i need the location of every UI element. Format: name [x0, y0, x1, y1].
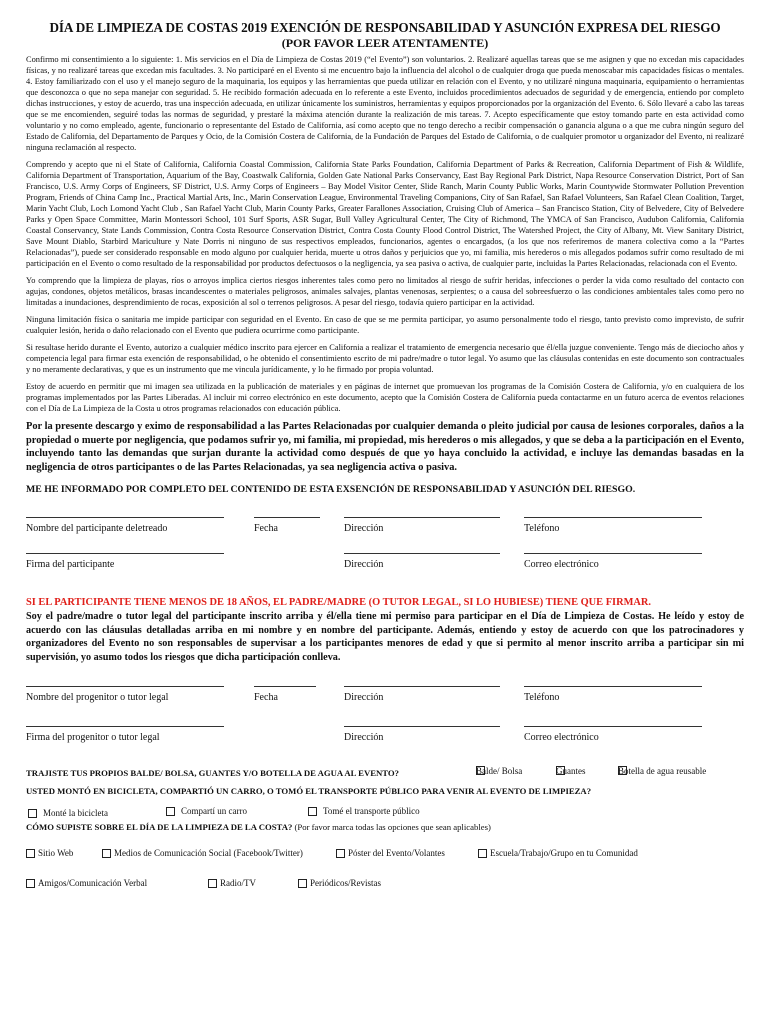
bring-gloves-label: Guantes	[556, 766, 586, 777]
source-poster-checkbox[interactable]	[336, 849, 345, 858]
guardian-signature-field[interactable]	[26, 726, 224, 727]
source-radio-checkbox[interactable]	[208, 879, 217, 888]
transport-bike-checkbox[interactable]	[28, 809, 37, 818]
participant-name-label: Nombre del participante deletreado	[26, 523, 168, 535]
participant-address2-label: Dirección	[344, 559, 384, 571]
source-options-row-2	[26, 878, 744, 892]
risks-paragraph: Yo comprendo que la limpieza de playas, ríos o arroyos implica ciertos riesgos inherentes tales como pero no limitados al riesgo de sufrir heridas, infecciones o perder la vida como resultado del contacto con agujas, condones, objetos metálicos, brasas incandescentes o materiales peligrosos, animales salvajes, plantas venenosas, serpientes; o a causa del sobreesfuerzo o las condiciones ambientales tales como pero no limitadas a inundaciones, desprendimiento de rocas, exposición al sol o terrenos peligrosos. A pesar del riesgo, todavía quiero participar en la actividad.	[26, 276, 744, 308]
transport-question-row	[26, 786, 744, 800]
related-parties-paragraph: Comprendo y acepto que ni el State of California, California Coastal Commission, California State Parks Foundation, California Department of Parks & Recreation, California Department of Fish & Wildlife, California Department of Transportation, Aquarium of the Bay, Coastwalk California, Golden Gate National Parks Conservancy, East Bay Regional Park District, Napa Resource Conservation District, Port of San Francisco, U.S. Army Corps of Engineers, SF District, U.S. Army Corps of Engineers – Bay Model Visitor Center, Slide Ranch, Marin County Public Works, Marin Countywide Stormwater Pollution Prevention Program, Friends of China Camp Inc., Practical Martial Arts, Inc., Marin Conservation League, Environmental Traveling Companions, City of San Rafael, San Rafael Volunteers, San Rafael Clean Coalition, Target, Marin Yacht Club, Loch Lomond Yacht Club , San Rafael Yacht Club, Marin County Parks, Greater Farallones Association, Cruising Club of America – San Francisco Station, City of Belvedere, City of Belvedere Parks y Open Space Committee, Marin Montessori School, 101 Surf Sports, ASR Sugar, Bull Valley Agricultural Center, The City of Richmond, The YMCA of San Francisco, Audubon California, California Coastal Conservancy, State Lands Commission, Contra Costa Resource Conservation District, Contra Costa County Flood Control District, The Watershed Project, the City of Albany, Mt. View Sanitary District, Save Mount Diablo, Starbird Mariculture y Nate Dorris ni ninguno de sus respectivos empleados, funcionarios, agentes o encargados, (a los que nos referiremos de manera colectiva como a la “Partes Relacionadas”), puede ser considerado responsable en modo alguno por cualquier herida, muerte u otros daños y perjuicios que yo, mi familia, mis herederos o mis allegados podamos sufrir como resultado de mi participación en el Evento o como resultado de la responsabilidad por productos defectuosos o la negligencia, ya sea pasiva o activa, de cualquier parte, incluidas la Partes Relacionadas, relacionada con el Evento.	[26, 160, 744, 269]
guardian-email-label: Correo electrónico	[524, 732, 599, 744]
participant-name-field[interactable]	[26, 517, 224, 518]
guardian-address2-field[interactable]	[344, 726, 500, 727]
transport-options	[26, 808, 744, 822]
transport-carpool-option[interactable]	[166, 806, 247, 816]
guardian-address2-label: Dirección	[344, 732, 384, 744]
source-radio-label: Radio/TV	[220, 878, 256, 889]
source-social-checkbox[interactable]	[102, 849, 111, 858]
source-newspaper-option[interactable]	[298, 878, 381, 888]
source-question-hint: (Por favor marca todas las opciones que sean aplicables)	[294, 822, 491, 833]
participant-signature-label: Firma del participante	[26, 559, 115, 571]
source-options-row-1	[26, 848, 744, 862]
source-school-option[interactable]	[478, 848, 638, 858]
bring-supplies-question-row	[26, 768, 744, 782]
source-question-text: CÓMO SUPISTE SOBRE EL DÍA DE LA LIMPIEZA DE LA COSTA?	[26, 822, 293, 833]
participant-row-2	[26, 553, 744, 585]
guardian-name-label: Nombre del progenitor o tutor legal	[26, 692, 169, 704]
transport-carpool-checkbox[interactable]	[166, 807, 175, 816]
source-radio-option[interactable]	[208, 878, 256, 888]
participant-email-field[interactable]	[524, 553, 702, 554]
participant-signature-field[interactable]	[26, 553, 224, 554]
participant-address-field[interactable]	[344, 517, 500, 518]
participant-address2-field[interactable]	[344, 553, 500, 554]
image-release-paragraph: Estoy de acuerdo en permitir que mi imagen sea utilizada en la publicación de materiales y en páginas de internet que promuevan los programas de la Comisión Costera de California, y/o en cualquiera de los programas implementados por las Partes Liberadas. Al incluir mi correo electrónico en este documento, acepto que la Comisión Costera de California pueda contactarme en un futuro acerca de eventos relaciones con el Día de La Limpieza de la Costa u otros programas relacionados con educación pública.	[26, 382, 744, 414]
release-paragraph: Por la presente descargo y eximo de responsabilidad a las Partes Relacionadas por cualquier demanda o pleito judicial por causa de lesiones corporales, daños a la propiedad o muerte por negligencia, que podamos sufrir yo, mi familia, mi propiedad, mis herederos o mis allegados, y que se deba a la participación en el Evento, incluyendo tanto las demandas que surjan durante la actividad como después de que yo haya concluido la actividad, e incluye las demandas basadas en la negligencia de otros participantes o de las Partes Relacionadas, ya sea negligencia activa o pasiva.	[26, 421, 744, 473]
participant-phone-field[interactable]	[524, 517, 702, 518]
bring-bottle-label: Botella de agua reusable	[618, 766, 707, 777]
source-newspaper-checkbox[interactable]	[298, 879, 307, 888]
transport-public-label: Tomé el transporte público	[323, 806, 420, 817]
participant-date-field[interactable]	[254, 517, 320, 518]
participant-phone-label: Teléfono	[524, 523, 560, 535]
source-website-label: Sitio Web	[38, 848, 74, 859]
transport-public-option[interactable]	[308, 806, 420, 816]
source-question	[26, 822, 491, 832]
guardian-address-label: Dirección	[344, 692, 384, 704]
source-social-label: Medios de Comunicación Social (Facebook/Twitter)	[114, 848, 303, 859]
source-social-option[interactable]	[102, 848, 303, 858]
consent-paragraph: Confirmo mi consentimiento a lo siguiente: 1. Mis servicios en el Día de Limpieza de Costas 2019 (“el Evento”) son voluntarios. 2. Realizaré aquellas tareas que se me asignen y que no excedan mis capacidades físicas, y no realizaré tareas que excedan mis facultades. 3. No participaré en el Evento si me encuentro bajo la influencia del alcohol o de cualquier droga que pueda menoscabar mis capacidades físicas o mentales. 4. Estoy familiarizado con el uso y el manejo seguro de la maquinaria, los equipos y las herramientas que pueda utilizar en relación con el Evento, y no utilizaré ninguna maquinaria, equipamiento o herramientas que desconozca o que no sepa manejar con seguridad. 5. He recibido formación adecuada en lo referente a este Evento, incluidos procedimientos adecuados de seguridad y de emergencia, entiendo por completo dichas instrucciones, y estoy de acuerdo, tras una inspección adecuada, en utilizar únicamente los suministros, herramientas y equipos proporcionados por la organización del Evento. 6. Sólo llevaré a cabo las tareas que se me encomienden, seguiré todas las normas de seguridad, y prestaré la máxima atención durante la realización de mis tareas. 7. Acepto específicamente que estoy tomando parte en esta actividad como voluntario y no como empleado, agente, funcionario o representante del Estado de California, así como acepto que no tengo derecho a recibir compensación o ganancia alguna o a que me cubra ningún seguro del Estado de California, del Departamento de Parques y Ocio, de la Comisión Costera de California, de la Fundación de Parques del Estado de California, o de cualquier promotor u organizador del Evento, ni realizaré ninguna reclamación al respecto.	[26, 55, 744, 153]
guardian-date-field[interactable]	[254, 686, 316, 687]
source-newspaper-label: Periódicos/Revistas	[310, 878, 381, 889]
guardian-phone-label: Teléfono	[524, 692, 560, 704]
bring-bucket-label: Balde/ Bolsa	[476, 766, 523, 777]
source-school-label: Escuela/Trabajo/Grupo en tu Comunidad	[490, 848, 638, 859]
participant-date-label: Fecha	[254, 523, 278, 535]
source-question-row	[26, 822, 744, 836]
source-poster-label: Póster del Evento/Volantes	[348, 848, 445, 859]
transport-public-checkbox[interactable]	[308, 807, 317, 816]
source-school-checkbox[interactable]	[478, 849, 487, 858]
transport-carpool-label: Compartí un carro	[181, 806, 247, 817]
guardian-signature-label: Firma del progenitor o tutor legal	[26, 732, 160, 744]
participant-address-label: Dirección	[344, 523, 384, 535]
guardian-address-field[interactable]	[344, 686, 500, 687]
source-friends-checkbox[interactable]	[26, 879, 35, 888]
participant-email-label: Correo electrónico	[524, 559, 599, 571]
source-friends-label: Amigos/Comunicación Verbal	[38, 878, 148, 889]
guardian-row-1	[26, 686, 744, 718]
guardian-email-field[interactable]	[524, 726, 702, 727]
source-website-checkbox[interactable]	[26, 849, 35, 858]
medical-paragraph: Si resultase herido durante el Evento, autorizo a cualquier médico inscrito para ejercer en California a realizar el tratamiento de emergencia necesario que él/ella juzgue conveniente. Tengo más de dieciocho años y competencia legal para firmar esta exención de responsabilidad, o he obtenido el consentimiento escrito de mi padre/madre o tutor legal. Yo asumo que las cláusulas contenidas en este documento son contractuales y no meramente declarativas, y que es un instrumento que me vincula jurídicamente, y lo he firmado por propia voluntad.	[26, 343, 744, 375]
source-poster-option[interactable]	[336, 848, 445, 858]
assumption-paragraph: Ninguna limitación física o sanitaria me impide participar con seguridad en el Evento. En caso de que se me permita participar, yo asumo personalmente todo el riesgo, tanto previsto como imprevisto, de sufrir cualquier lesión, herida o daño relacionado con el Evento que pudiera ocurrirme como participante.	[26, 315, 744, 336]
minor-warning: SI EL PARTICIPANTE TIENE MENOS DE 18 AÑOS, EL PADRE/MADRE (O TUTOR LEGAL, SI LO HUBIESE) TIENE QUE FIRMAR.	[26, 597, 652, 609]
bring-supplies-question: TRAJISTE TUS PROPIOS BALDE/ BOLSA, GUANTES Y/O BOTELLA DE AGUA AL EVENTO?	[26, 768, 400, 779]
transport-question: USTED MONTÓ EN BICICLETA, COMPARTIÓ UN CARRO, O TOMÓ EL TRANSPORTE PÚBLICO PARA VENIR AL EVENTO DE LIMPIEZA?	[26, 786, 592, 797]
guardian-date-label: Fecha	[254, 692, 278, 704]
form-title: DÍA DE LIMPIEZA DE COSTAS 2019 EXENCIÓN DE RESPONSABILIDAD Y ASUNCIÓN EXPRESA DEL RIESGO	[49, 20, 721, 35]
guardian-consent-paragraph: Soy el padre/madre o tutor legal del participante inscrito arriba y él/ella tiene mi permiso para participar en el Día de Limpieza de Costas. He leído y estoy de acuerdo con las cláusulas detalladas arriba en mi nombre y en nombre del participante. Además, entiendo y estoy de acuerdo con que los patrocinadores y organizadores del Evento no son responsables de supervisar a los participantes menores de edad y que si permito al menor inscrito arriba a participar sin mi supervisión, yo asumo todos los riesgos que dicha participación conlleva.	[26, 611, 744, 663]
guardian-name-field[interactable]	[26, 686, 224, 687]
source-website-option[interactable]	[26, 848, 73, 858]
participant-row-1	[26, 517, 744, 549]
guardian-phone-field[interactable]	[524, 686, 702, 687]
form-subtitle: (POR FAVOR LEER ATENTAMENTE)	[281, 36, 489, 51]
guardian-row-2	[26, 726, 744, 758]
source-friends-option[interactable]	[26, 878, 147, 888]
transport-bike-option[interactable]	[28, 808, 108, 818]
transport-bike-label: Monté la bicicleta	[43, 808, 108, 819]
informed-statement: ME HE INFORMADO POR COMPLETO DEL CONTENIDO DE ESTA EXSENCIÓN DE RESPONSABILIDAD Y ASUNCIÓN DEL RIESGO.	[26, 484, 636, 496]
